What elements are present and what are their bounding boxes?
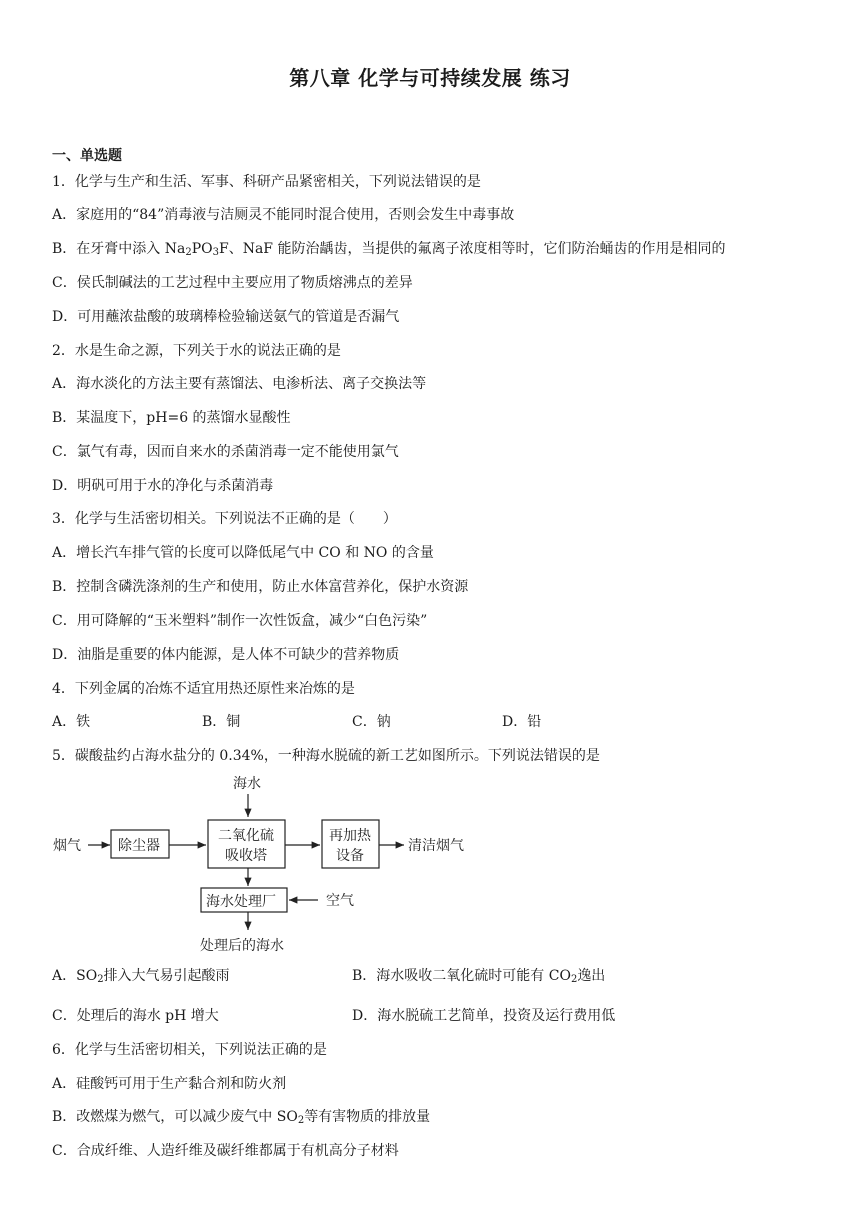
question-6-stem: 6．化学与生活密切相关，下列说法正确的是 xyxy=(52,1042,327,1058)
question-1-option-b-part3: F、NaF 能防治龋齿，当提供的氟离子浓度相等时，它们防治蛹齿的作用是相同的 xyxy=(219,241,726,257)
air-label: 空气 xyxy=(326,893,354,909)
flue-gas-label: 烟气 xyxy=(53,838,81,854)
question-1-option-b-sub1: 2 xyxy=(185,247,192,258)
question-6-option-b-sub: 2 xyxy=(297,1115,305,1126)
page-title: 第八章 化学与可持续发展 练习 xyxy=(289,66,571,90)
question-5-option-a-sub: 2 xyxy=(97,974,104,985)
clean-gas-label: 清洁烟气 xyxy=(408,838,464,854)
question-4-option-d: D．铅 xyxy=(502,714,542,730)
question-2-option-c: C．氯气有毒，因而自来水的杀菌消毒一定不能使用氯气 xyxy=(52,444,399,460)
question-1-option-b xyxy=(52,239,725,259)
question-6-option-b-part1: B．改燃煤为燃气，可以减少废气中 SO xyxy=(52,1109,298,1125)
treated-water-label: 处理后的海水 xyxy=(200,938,284,954)
absorber-label-line1: 二氧化硫 xyxy=(218,828,274,844)
question-4-option-a: A．铁 xyxy=(52,714,91,730)
question-4-option-b: B．铜 xyxy=(202,714,241,730)
question-1-option-a: A．家庭用的“84”消毒液与洁厕灵不能同时混合使用，否则会发生中毒事故 xyxy=(52,207,515,223)
seawater-label: 海水 xyxy=(233,776,261,792)
question-2-option-b: B．某温度下，pH=6 的蒸馏水显酸性 xyxy=(52,410,291,426)
question-1-option-b-part2: PO xyxy=(191,241,213,257)
question-1-stem: 1．化学与生产和生活、军事、科研产品紧密相关，下列说法错误的是 xyxy=(52,174,481,190)
question-5-option-b xyxy=(352,966,605,986)
question-3-option-c: C．用可降解的“玉米塑料”制作一次性饭盒，减少“白色污染” xyxy=(52,613,428,629)
question-1-option-b-sub2: 3 xyxy=(212,247,219,258)
question-5-option-c: C．处理后的海水 pH 增大 xyxy=(52,1008,219,1024)
question-5-option-d: D．海水脱硫工艺简单，投资及运行费用低 xyxy=(352,1008,616,1024)
question-1-option-b-part1: B．在牙膏中添入 Na xyxy=(52,241,186,257)
question-6-option-c: C．合成纤维、人造纤维及碳纤维都属于有机高分子材料 xyxy=(52,1143,399,1159)
question-3-stem: 3．化学与生活密切相关。下列说法不正确的是（ ） xyxy=(52,511,397,527)
question-5-option-b-sub: 2 xyxy=(570,974,578,985)
question-6-option-b xyxy=(52,1107,430,1127)
question-3-option-a: A．增长汽车排气管的长度可以降低尾气中 CO 和 NO 的含量 xyxy=(52,545,434,561)
question-3-option-d: D．油脂是重要的体内能源，是人体不可缺少的营养物质 xyxy=(52,647,400,663)
question-2-option-a: A．海水淡化的方法主要有蒸馏法、电渗析法、离子交换法等 xyxy=(52,376,427,392)
question-2-option-d: D．明矾可用于水的净化与杀菌消毒 xyxy=(52,478,274,494)
question-4-stem: 4．下列金属的冶炼不适宜用热还原性来冶炼的是 xyxy=(52,681,355,697)
question-1-option-d: D．可用蘸浓盐酸的玻璃棒检验输送氨气的管道是否漏气 xyxy=(52,309,400,325)
section-heading: 一、单选题 xyxy=(52,148,122,164)
treatment-plant-label: 海水处理厂 xyxy=(206,894,276,910)
question-3-option-b: B．控制含磷洗涤剂的生产和使用，防止水体富营养化，保护水资源 xyxy=(52,579,469,595)
question-6-option-b-part2: 等有害物质的排放量 xyxy=(304,1109,431,1125)
question-5-stem: 5．碳酸盐约占海水盐分的 0.34%，一种海水脱硫的新工艺如图所示。下列说法错误的是 xyxy=(52,748,600,764)
desulfurization-flow-diagram xyxy=(48,770,488,960)
question-5-option-b-part1: B．海水吸收二氧化硫时可能有 CO xyxy=(352,968,571,984)
absorber-label-line2: 吸收塔 xyxy=(225,848,267,864)
question-1-option-c: C．侯氏制碱法的工艺过程中主要应用了物质熔沸点的差异 xyxy=(52,275,413,291)
question-2-stem: 2．水是生命之源，下列关于水的说法正确的是 xyxy=(52,343,341,359)
question-5-option-a-part2: 排入大气易引起酸雨 xyxy=(103,968,230,984)
question-5-option-b-part2: 逸出 xyxy=(577,968,606,984)
dust-remover-label: 除尘器 xyxy=(118,838,160,854)
question-5-option-a-part1: A．SO xyxy=(52,968,98,984)
question-4-option-c: C．钠 xyxy=(352,714,391,730)
question-5-option-a xyxy=(52,966,230,986)
reheater-label-line2: 设备 xyxy=(336,848,364,864)
reheater-label-line1: 再加热 xyxy=(329,828,371,844)
question-6-option-a: A．硅酸钙可用于生产黏合剂和防火剂 xyxy=(52,1076,287,1092)
